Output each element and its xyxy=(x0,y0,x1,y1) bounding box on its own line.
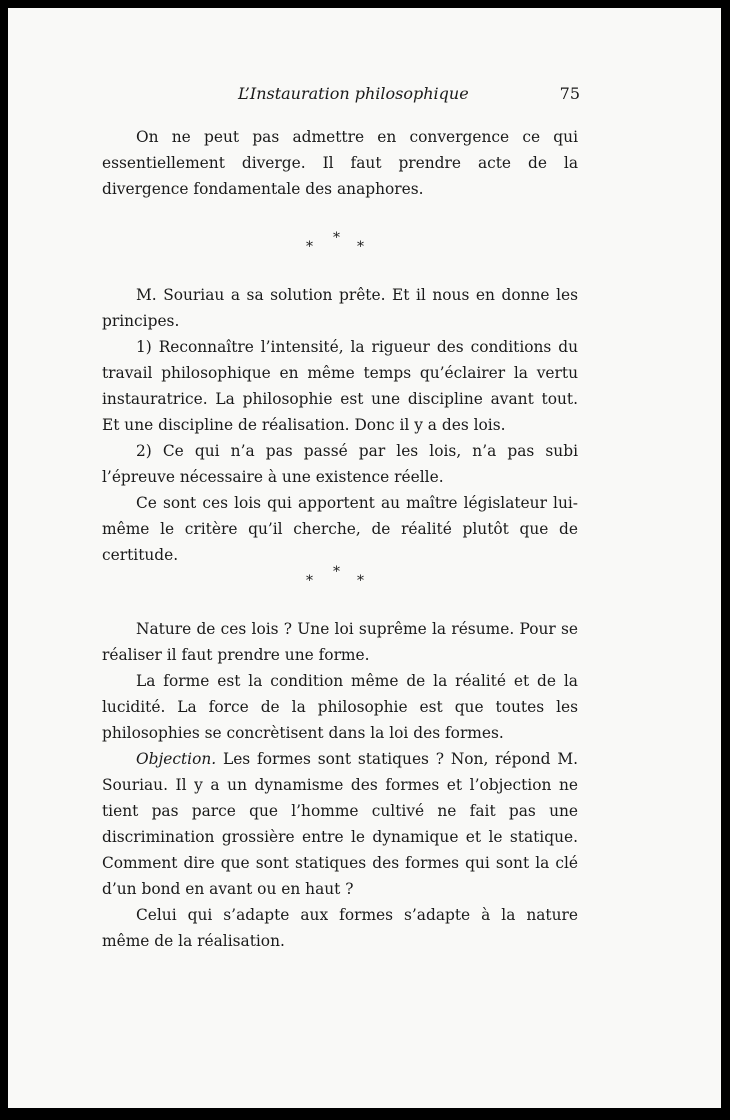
paragraph: On ne peut pas admettre en convergence ce qui essentiellement diverge. Il faut prendre acte de la divergence fondamentale des anaphores. xyxy=(102,128,578,198)
objection-text: Les formes sont statiques ? Non, répond M. Souriau. Il y a un dynamisme des formes et l’objection ne tient pas parce que l’homme cultivé ne fait pas une discrimination grossière entre le dynamique et le statique. Comment dire que sont statiques des formes qui sont la clé d’un bond en avant ou en haut ? xyxy=(102,750,578,898)
page-header xyxy=(138,84,580,108)
paragraph: M. Souriau a sa solution prête. Et il nous en donne les principes. xyxy=(102,286,578,330)
text-block-laws xyxy=(102,616,578,954)
paragraph: 1) Reconnaître l’intensité, la rigueur des conditions du travail philosophique en même temps qu’éclairer la vertu instauratrice. La philosophie est une discipline avant tout. Et une discipline de réalisation. Donc il y a des lois. xyxy=(102,338,578,434)
paragraph: 2) Ce qui n’a pas passé par les lois, n’a pas subi l’épreuve nécessaire à une existence réelle. xyxy=(102,442,578,486)
paragraph: Celui qui s’adapte aux formes s’adapte à la nature même de la réalisation. xyxy=(102,906,578,950)
asterism-star: * xyxy=(333,230,340,246)
text-block-principles xyxy=(102,282,578,568)
section-separator xyxy=(304,564,374,594)
running-title: L’Instauration philosophique xyxy=(238,84,469,103)
page-number: 75 xyxy=(559,84,580,103)
paragraph: La forme est la condition même de la réalité et de la lucidité. La force de la philosophie est que toutes les philosophies se concrètisent dans la loi des formes. xyxy=(102,672,578,742)
asterism-star: * xyxy=(357,573,364,589)
book-page xyxy=(8,8,721,1108)
paragraph: Ce sont ces lois qui apportent au maître législateur lui-même le critère qu’il cherche, de réalité plutôt que de certitude. xyxy=(102,494,578,564)
asterism-star: * xyxy=(357,239,364,255)
objection-label: Objection. xyxy=(136,750,217,768)
text-block-intro xyxy=(102,124,578,202)
paragraph xyxy=(102,746,578,902)
asterism-star: * xyxy=(333,564,340,580)
asterism-star: * xyxy=(306,239,313,255)
asterism-star: * xyxy=(306,573,313,589)
paragraph: Nature de ces lois ? Une loi suprême la résume. Pour se réaliser il faut prendre une forme. xyxy=(102,620,578,664)
section-separator xyxy=(304,230,374,260)
